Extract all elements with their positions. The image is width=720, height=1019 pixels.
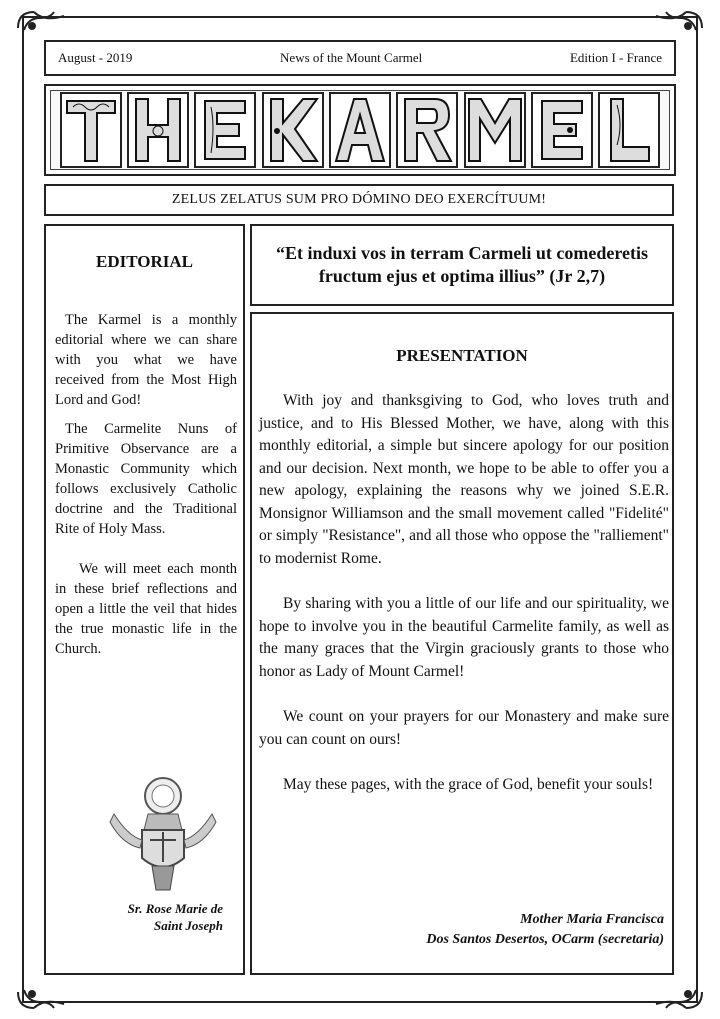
edition-label: Edition I - France bbox=[569, 50, 662, 65]
editorial-paragraph: The Karmel is a monthly editorial where we can share with you what we have received from the Most High Lord and God! bbox=[55, 312, 237, 408]
illuminated-letter-h-icon bbox=[126, 91, 190, 169]
editorial-paragraph: The Carmelite Nuns of Primitive Observance are a Monastic Community which follows exclusively Catholic doctrine and the Traditional Rite of Holy Mass. bbox=[55, 421, 237, 537]
editorial-signature-line: Sr. Rose Marie de bbox=[127, 901, 223, 916]
presentation-paragraph: We count on your prayers for our Monastery and make sure you can count on ours! bbox=[259, 708, 669, 748]
presentation-signature bbox=[426, 910, 664, 950]
illuminated-letter-e-icon bbox=[193, 91, 257, 169]
header-bar bbox=[44, 40, 676, 76]
corner-ornament-icon bbox=[646, 972, 706, 1012]
presentation-title: PRESENTATION bbox=[396, 346, 528, 365]
issue-date: August - 2019 bbox=[58, 50, 133, 65]
presentation-signature-line: Dos Santos Desertos, OCarm (secretaria) bbox=[426, 932, 664, 947]
illuminated-letter-k-icon bbox=[261, 91, 325, 169]
publication-name: News of the Mount Carmel bbox=[280, 50, 423, 65]
illuminated-letter-r-icon bbox=[395, 91, 459, 169]
presentation-paragraph: With joy and thanksgiving to God, who loves truth and justice, and to His Blessed Mother, we have, along with this monthly editorial, a simple but sincere apology for our position and our decision. Next month, we hope to be able to offer you a new apology, explaining the reasons why we joined S.E.R. Monsignor Williamson and the small movement called "Fidelité" or simply "Resistance", and all those who oppose the "ralliement" to modernist Rome. bbox=[259, 392, 669, 567]
illuminated-letter-e-icon bbox=[530, 91, 594, 169]
motto-banner bbox=[44, 184, 674, 216]
scripture-quote bbox=[250, 224, 674, 306]
editorial-title: EDITORIAL bbox=[96, 252, 193, 271]
illuminated-letter-t-icon bbox=[59, 91, 123, 169]
presentation-column bbox=[250, 312, 674, 975]
masthead-logo bbox=[50, 90, 670, 170]
editorial-signature bbox=[128, 900, 223, 934]
editorial-body bbox=[55, 310, 237, 668]
presentation-body bbox=[259, 390, 669, 820]
scripture-quote-text: “Et induxi vos in terram Carmeli ut comederetis fructum ejus et optima illius” (Jr 2,7) bbox=[275, 243, 649, 286]
presentation-signature-line: Mother Maria Francisca bbox=[520, 912, 664, 927]
illuminated-letter-a-icon bbox=[328, 91, 392, 169]
corner-ornament-icon bbox=[14, 972, 74, 1012]
editorial-column bbox=[44, 224, 245, 975]
editorial-paragraph: We will meet each month in these brief reflections and open a little the veil that hides the true monastic life in the Church. bbox=[55, 561, 237, 657]
motto-text: ZELUS ZELATUS SUM PRO DÓMINO DEO EXERCÍTUUM! bbox=[171, 192, 547, 207]
illuminated-letter-m-icon bbox=[463, 91, 527, 169]
editorial-signature-line: Saint Joseph bbox=[154, 918, 223, 933]
presentation-paragraph: By sharing with you a little of our life and our spirituality, we hope to involve you in the beautiful Carmelite family, as well as the many graces that the Virgin graciously grants to those who honor as Lady of Mount Carmel! bbox=[259, 595, 669, 680]
carmelite-coat-of-arms-icon bbox=[108, 774, 218, 892]
masthead bbox=[44, 84, 676, 176]
illuminated-letter-l-icon bbox=[597, 91, 661, 169]
presentation-paragraph: May these pages, with the grace of God, benefit your souls! bbox=[283, 776, 654, 793]
